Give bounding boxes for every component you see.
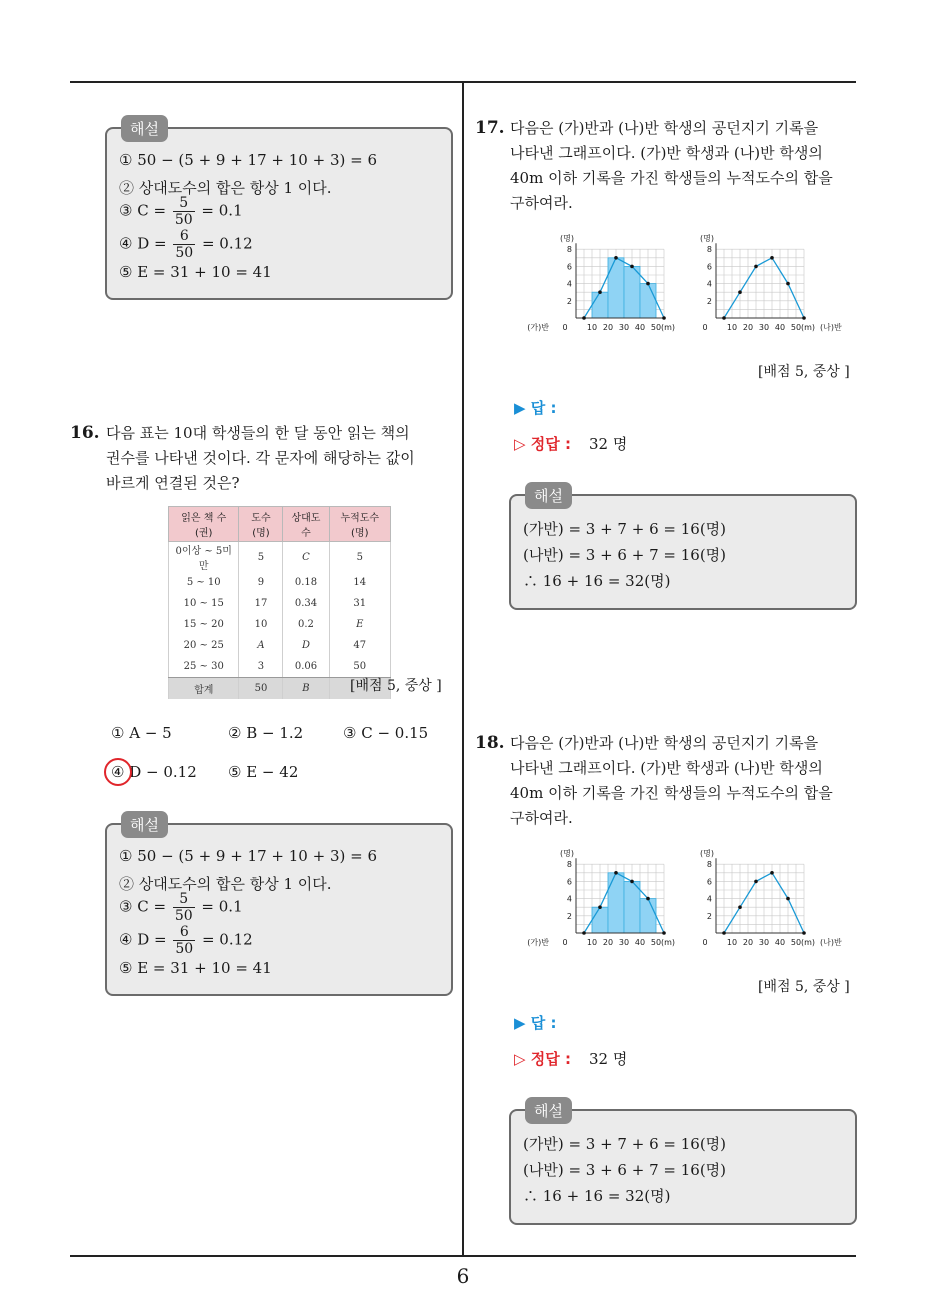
- x-tick-label: 10: [726, 938, 738, 947]
- x-tick-label: 40: [774, 323, 786, 332]
- x-tick-label: 30: [618, 323, 630, 332]
- y-tick-label: 6: [566, 262, 572, 272]
- data-point: [770, 871, 774, 875]
- data-point: [646, 897, 650, 901]
- histogram-bar: [640, 284, 656, 318]
- explanation-box-q15: [105, 120, 453, 300]
- x-tick-label: 0: [702, 323, 708, 332]
- data-point: [738, 905, 742, 909]
- table-row: 10 ~ 15 17 0.34 31: [169, 593, 391, 614]
- chart-q17-class-b: [680, 225, 855, 335]
- correct-label: ▷ 정답 :: [514, 1050, 571, 1068]
- class-label: (가)반: [527, 938, 549, 947]
- table-row: 20 ~ 25 A D 47: [169, 635, 391, 656]
- histogram-bar: [640, 899, 656, 933]
- x-tick-label: 30: [758, 323, 770, 332]
- chart-q18-class-b: [680, 840, 855, 950]
- question-text: 다음은 (가)반과 (나)반 학생의 공던지기 기록을: [510, 734, 819, 752]
- y-tick-label: 8: [566, 245, 572, 255]
- table-row: 15 ~ 20 10 0.2 E: [169, 614, 391, 635]
- explanation-box-q16: [105, 816, 453, 996]
- x-tick-label: 0: [562, 938, 568, 947]
- table-header: 누적도수(명): [329, 507, 390, 542]
- data-point: [754, 880, 758, 884]
- y-tick-label: 4: [566, 894, 572, 904]
- explanation-line: ④ D = $\frac{6}{50}$ = 0.12: [119, 924, 253, 957]
- table-header: 읽은 책 수(권): [169, 507, 239, 542]
- x-tick-label: 20: [602, 323, 614, 332]
- table-row: 0이상 ~ 5미만 5 C 5: [169, 542, 391, 573]
- fraction: $\frac{6}{50}$: [175, 924, 194, 957]
- table-header: 도수(명): [239, 507, 283, 542]
- y-tick-label: 4: [706, 279, 712, 289]
- table-row: 25 ~ 30 3 0.06 50: [169, 656, 391, 678]
- data-point: [722, 931, 726, 935]
- data-point: [598, 290, 602, 294]
- explanation-line: ③ C = $\frac{5}{50}$ = 0.1: [119, 891, 243, 924]
- x-tick-label: 50: [650, 938, 662, 947]
- x-tick-label: 40: [634, 323, 646, 332]
- class-label: (나)반: [820, 938, 842, 947]
- explanation-tag: 해설: [121, 115, 168, 142]
- explanation-line: ① 50 − (5 + 9 + 17 + 10 + 3) = 6: [119, 847, 377, 865]
- fraction: $\frac{5}{50}$: [174, 195, 193, 228]
- answer-label: ▶ 답 :: [514, 399, 557, 417]
- data-point: [786, 897, 790, 901]
- histogram-bar: [592, 907, 608, 933]
- y-tick-label: 8: [706, 245, 712, 255]
- class-label: (가)반: [527, 323, 549, 332]
- explanation-line: (나반) = 3 + 6 + 7 = 16(명): [523, 1161, 727, 1179]
- y-tick-label: 6: [706, 877, 712, 887]
- question-text: 구하여라.: [510, 194, 573, 212]
- data-point: [770, 256, 774, 260]
- x-tick-label: 0: [702, 938, 708, 947]
- histogram-bar: [624, 266, 640, 318]
- x-unit-label: (m): [660, 323, 676, 332]
- y-unit-label: (명): [560, 234, 574, 244]
- histogram-bar: [624, 881, 640, 933]
- y-tick-label: 2: [706, 296, 712, 306]
- chart-q18-class-a: [520, 840, 680, 950]
- x-tick-label: 30: [758, 938, 770, 947]
- data-point: [786, 282, 790, 286]
- explanation-line: ③ C = $\frac{5}{50}$ = 0.1: [119, 195, 243, 228]
- table-header: 상대도수: [283, 507, 329, 542]
- x-tick-label: 10: [586, 323, 598, 332]
- explanation-line: ∴ 16 + 16 = 32(명): [523, 572, 671, 590]
- question-text: 40m 이하 기록을 가진 학생들의 누적도수의 합을: [510, 784, 833, 802]
- data-point: [754, 265, 758, 269]
- explanation-tag: 해설: [525, 482, 572, 509]
- class-label: (나)반: [820, 323, 842, 332]
- explanation-box-q17: [509, 487, 857, 610]
- y-unit-label: (명): [700, 234, 714, 244]
- explanation-line: ④ D = $\frac{6}{50}$ = 0.12: [119, 228, 253, 261]
- question-text: 다음 표는 10대 학생들의 한 달 동안 읽는 책의: [106, 424, 410, 442]
- page-number: 6: [456, 1264, 470, 1288]
- y-tick-label: 4: [566, 279, 572, 289]
- x-tick-label: 40: [634, 938, 646, 947]
- choice-2[interactable]: ② B − 1.2: [228, 724, 304, 742]
- y-tick-label: 2: [566, 296, 572, 306]
- score-label: [배점 5, 중상 ]: [350, 678, 442, 694]
- data-point: [614, 256, 618, 260]
- fraction: $\frac{5}{50}$: [174, 891, 193, 924]
- x-tick-label: 10: [586, 938, 598, 947]
- correct-label: ▷ 정답 :: [514, 435, 571, 453]
- explanation-tag: 해설: [121, 811, 168, 838]
- y-tick-label: 8: [706, 860, 712, 870]
- x-unit-label: (m): [660, 938, 676, 947]
- data-point: [614, 871, 618, 875]
- x-tick-label: 50: [650, 323, 662, 332]
- histogram-bar: [592, 292, 608, 318]
- data-point: [582, 931, 586, 935]
- x-tick-label: 40: [774, 938, 786, 947]
- data-point: [630, 265, 634, 269]
- explanation-line: (가반) = 3 + 7 + 6 = 16(명): [523, 520, 727, 538]
- explanation-line: ① 50 − (5 + 9 + 17 + 10 + 3) = 6: [119, 151, 377, 169]
- x-tick-label: 20: [742, 938, 754, 947]
- answer-label: ▶ 답 :: [514, 1014, 557, 1032]
- explanation-line: ∴ 16 + 16 = 32(명): [523, 1187, 671, 1205]
- explanation-line: ② 상대도수의 합은 항상 1 이다.: [119, 179, 332, 197]
- x-tick-label: 20: [602, 938, 614, 947]
- y-tick-label: 8: [566, 860, 572, 870]
- x-unit-label: (m): [800, 938, 816, 947]
- fraction: $\frac{6}{50}$: [175, 228, 194, 261]
- question-number: 18.: [475, 733, 505, 753]
- bottom-rule: [70, 1255, 856, 1257]
- data-point: [802, 931, 806, 935]
- choice-4[interactable]: ④ D − 0.12: [111, 763, 197, 781]
- explanation-box-q18: [509, 1102, 857, 1225]
- data-point: [598, 905, 602, 909]
- histogram-bar: [608, 873, 624, 933]
- data-point: [722, 316, 726, 320]
- histogram-bar: [608, 258, 624, 318]
- explanation-line: ⑤ E = 31 + 10 = 41: [119, 263, 272, 281]
- x-tick-label: 0: [562, 323, 568, 332]
- chart-q17-class-a: [520, 225, 680, 335]
- x-unit-label: (m): [800, 323, 816, 332]
- choice-3[interactable]: ③ C − 0.15: [343, 724, 429, 742]
- table-total-row: 합계 50 B: [169, 678, 391, 700]
- frequency-table: [168, 506, 391, 699]
- question-text: 40m 이하 기록을 가진 학생들의 누적도수의 합을: [510, 169, 833, 187]
- question-number: 16.: [70, 423, 100, 443]
- y-tick-label: 2: [566, 911, 572, 921]
- explanation-line: ② 상대도수의 합은 항상 1 이다.: [119, 875, 332, 893]
- choice-5[interactable]: ⑤ E − 42: [228, 763, 299, 781]
- explanation-line: (나반) = 3 + 6 + 7 = 16(명): [523, 546, 727, 564]
- data-point: [738, 290, 742, 294]
- explanation-tag: 해설: [525, 1097, 572, 1124]
- data-point: [630, 880, 634, 884]
- y-unit-label: (명): [700, 849, 714, 859]
- column-divider: [462, 83, 464, 1257]
- correct-value: 32 명: [589, 1050, 628, 1068]
- selected-answer-circle: [104, 758, 132, 786]
- y-unit-label: (명): [560, 849, 574, 859]
- y-tick-label: 4: [706, 894, 712, 904]
- data-point: [582, 316, 586, 320]
- y-tick-label: 6: [706, 262, 712, 272]
- correct-value: 32 명: [589, 435, 628, 453]
- data-point: [802, 316, 806, 320]
- explanation-line: (가반) = 3 + 7 + 6 = 16(명): [523, 1135, 727, 1153]
- question-text: 구하여라.: [510, 809, 573, 827]
- question-number: 17.: [475, 118, 505, 138]
- data-point: [662, 316, 666, 320]
- explanation-line: ⑤ E = 31 + 10 = 41: [119, 959, 272, 977]
- x-tick-label: 50: [790, 323, 802, 332]
- question-text: 나타낸 그래프이다. (가)반 학생과 (나)반 학생의: [510, 144, 823, 162]
- y-tick-label: 2: [706, 911, 712, 921]
- table-row: 5 ~ 10 9 0.18 14: [169, 572, 391, 593]
- question-text: 다음은 (가)반과 (나)반 학생의 공던지기 기록을: [510, 119, 819, 137]
- question-text: 나타낸 그래프이다. (가)반 학생과 (나)반 학생의: [510, 759, 823, 777]
- x-tick-label: 20: [742, 323, 754, 332]
- choice-1[interactable]: ① A − 5: [111, 724, 172, 742]
- data-point: [646, 282, 650, 286]
- data-point: [662, 931, 666, 935]
- x-tick-label: 30: [618, 938, 630, 947]
- x-tick-label: 10: [726, 323, 738, 332]
- score-label: [배점 5, 중상 ]: [758, 979, 850, 995]
- y-tick-label: 6: [566, 877, 572, 887]
- question-text: 바르게 연결된 것은?: [106, 474, 240, 492]
- score-label: [배점 5, 중상 ]: [758, 364, 850, 380]
- question-text: 권수를 나타낸 것이다. 각 문자에 해당하는 값이: [106, 449, 415, 467]
- x-tick-label: 50: [790, 938, 802, 947]
